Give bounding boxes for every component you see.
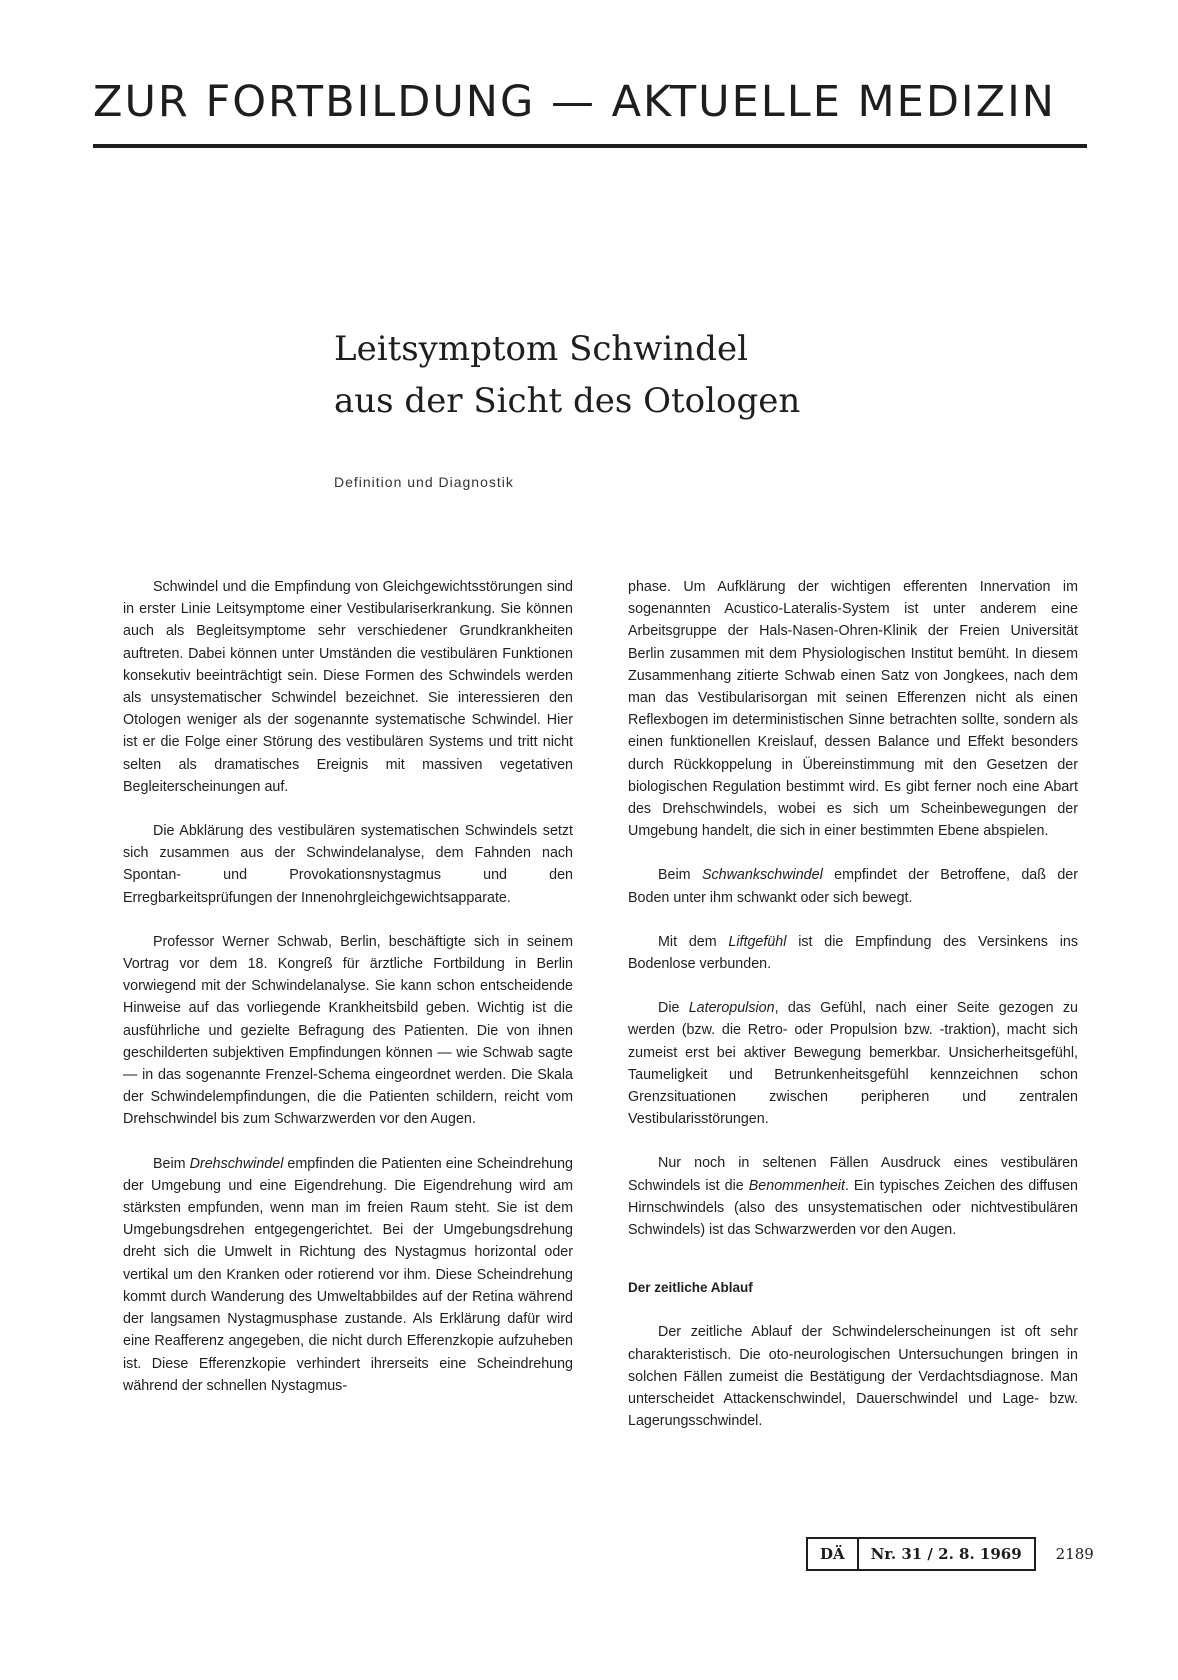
paragraph-text: , das Gefühl, nach einer Seite gezogen zu werden (bzw. die Retro- oder Propulsion bzw. -traktion), macht sich zumeist erst bei aktiver Bewegung bemerkbar. Unsicherheitsgefühl, Taumeligkeit und Betrunkenheitsgefühl kennzeichnen schon Grenzsituationen zwischen peripheren und zentralen Vestibularisstörungen. xyxy=(628,1000,1078,1128)
section-title: ZUR FORTBILDUNG — AKTUELLE MEDIZIN xyxy=(93,77,1056,127)
header-divider xyxy=(93,144,1087,148)
paragraph-text: Die xyxy=(658,1000,689,1017)
article-title-line-2: aus der Sicht des Otologen xyxy=(334,381,801,421)
paragraph xyxy=(628,997,1078,1130)
paragraph: Schwindel und die Empfindung von Gleichgewichtsstörungen sind in erster Linie Leitsymptome einer Vestibulariserkrankung. Sie können auch als Begleitsymptome sehr verschiedener Grundkrankheiten auftreten. Dabei können unter Umständen die vestibulären Funktionen konsekutiv beeinträchtigt sein. Diese Formen des Schwindels werden als unsystematischer Schwindel bezeichnet. Sie interessieren den Otologen weniger als der sogenannte systematische Schwindel. Hier ist er die Folge einer Störung des vestibulären Systems und tritt nicht selten als dramatisches Ereignis mit massiven vegetativen Begleiterscheinungen auf. xyxy=(123,579,573,795)
section-heading: Der zeitliche Ablauf xyxy=(628,1280,753,1296)
emphasized-term: Drehschwindel xyxy=(189,1155,284,1172)
paragraph-text: Beim xyxy=(658,867,702,884)
emphasized-term: Benommenheit xyxy=(748,1177,845,1194)
left-column xyxy=(123,576,573,1419)
paragraph xyxy=(628,931,1078,975)
article-title xyxy=(334,323,800,427)
paragraph: Die Abklärung des vestibulären systematischen Schwindels setzt sich zusammen aus der Schwindelanalyse, dem Fahnden nach Spontan- und Provokationsnystagmus und den Erregbarkeitsprüfungen der Innenohrgleichgewichtsapparate. xyxy=(123,823,573,906)
page-footer xyxy=(806,1537,1094,1571)
paragraph-text: ist die Empfindung des Versinkens ins Bodenlose verbunden. xyxy=(628,933,1078,973)
journal-abbreviation: DÄ xyxy=(808,1539,859,1569)
right-column xyxy=(628,576,1078,1455)
paragraph-text: Mit dem xyxy=(658,933,729,950)
paragraph xyxy=(628,1152,1078,1241)
emphasized-term: Liftgefühl xyxy=(728,933,787,950)
paragraph xyxy=(628,864,1078,908)
paragraph-text: . Ein typisches Zeichen des diffusen Hirnschwindels (also des unsystematischen oder nichtvestibulären Schwindels) ist das Schwarzwerden vor den Augen. xyxy=(628,1177,1079,1239)
paragraph xyxy=(123,1153,573,1397)
paragraph-text: Nur noch in seltenen Fällen Ausdruck eines vestibulären Schwindels ist die xyxy=(628,1155,1078,1194)
paragraph-text: Beim xyxy=(153,1155,190,1172)
page-number: 2189 xyxy=(1055,1545,1094,1563)
article-subtitle: Definition und Diagnostik xyxy=(334,474,514,490)
paragraph: Der zeitliche Ablauf der Schwindelerscheinungen ist oft sehr charakteristisch. Die oto-neurologischen Untersuchungen bringen in solchen Fällen zumeist die Bestätigung der Verdachtsdiagnose. Man unterscheidet Attackenschwindel, Dauerschwindel und Lage- bzw. Lagerungsschwindel. xyxy=(628,1324,1078,1430)
paragraph: Professor Werner Schwab, Berlin, beschäftigte sich in seinem Vortrag vor dem 18. Kongreß für ärztliche Fortbildung in Berlin vorwiegend mit der Schwindelanalyse. Sie kann schon entscheidende Hinweise auf das vorliegende Krankheitsbild geben. Wichtig ist die ausführliche und gezielte Befragung des Patienten. Die von ihnen geschilderten subjektiven Empfindungen können — wie Schwab sagte — in das sogenannte Frenzel-Schema eingeordnet werden. Die Skala der Schwindelempfindungen, die die Patienten schildern, reicht vom Drehschwindel bis zum Schwarzwerden vor den Augen. xyxy=(123,933,573,1128)
paragraph-text: empfindet der Betroffene, daß der Boden unter ihm schwankt oder sich bewegt. xyxy=(628,867,1079,906)
section-header xyxy=(93,74,1087,148)
journal-box xyxy=(806,1537,1036,1571)
emphasized-term: Schwankschwindel xyxy=(701,867,823,884)
emphasized-term: Lateropulsion xyxy=(688,1000,775,1017)
issue-info: Nr. 31 / 2. 8. 1969 xyxy=(870,1545,1022,1563)
paragraph-text: empfinden die Patienten eine Scheindrehung der Umgebung und eine Eigendrehung. Die Eigendrehung wird am stärksten empfunden, wenn man im freien Raum steht. Sie ist dem Umgebungsdrehen entgegengerichtet. Bei der Umgebungsdrehung dreht sich die Umwelt in Richtung des Nystagmus horizontal oder vertikal um den Kranken oder rotierend vor ihm. Diese Scheindrehung kommt durch Wanderung des Umweltabbildes auf der Retina während der langsamen Nystagmusphase zustande. Als Erklärung dafür wird eine Reafferenz angegeben, die nicht durch Efferenzkopie aufzuheben ist. Diese Efferenzkopie verhindert ihrerseits eine Scheindrehung während der schnellen Nystagmus- xyxy=(123,1155,573,1394)
article-title-line-1: Leitsymptom Schwindel xyxy=(334,329,748,369)
paragraph: phase. Um Aufklärung der wichtigen efferenten Innervation im sogenannten Acustico-Lateralis-System ist unter anderem eine Arbeitsgruppe der Hals-Nasen-Ohren-Klinik der Freien Universität Berlin zusammen mit dem Physiologischen Institut bemüht. In diesem Zusammenhang zitierte Schwab einen Satz von Jongkees, nach dem man das Vestibularisorgan mit seinen Efferenzen nicht als einen Reflexbogen im deterministischen Sinne betrachten sollte, sondern als einen funktionellen Kreislauf, dessen Balance und Effekt besonders durch Rückkoppelung in Übereinstimmung mit den Gesetzen der biologischen Regulation bestimmt wird. Es gibt ferner noch eine Abart des Drehschwindels, wobei es sich um Scheinbewegungen der Umgebung handelt, die sich in einer bestimmten Ebene abspielen. xyxy=(628,579,1078,840)
